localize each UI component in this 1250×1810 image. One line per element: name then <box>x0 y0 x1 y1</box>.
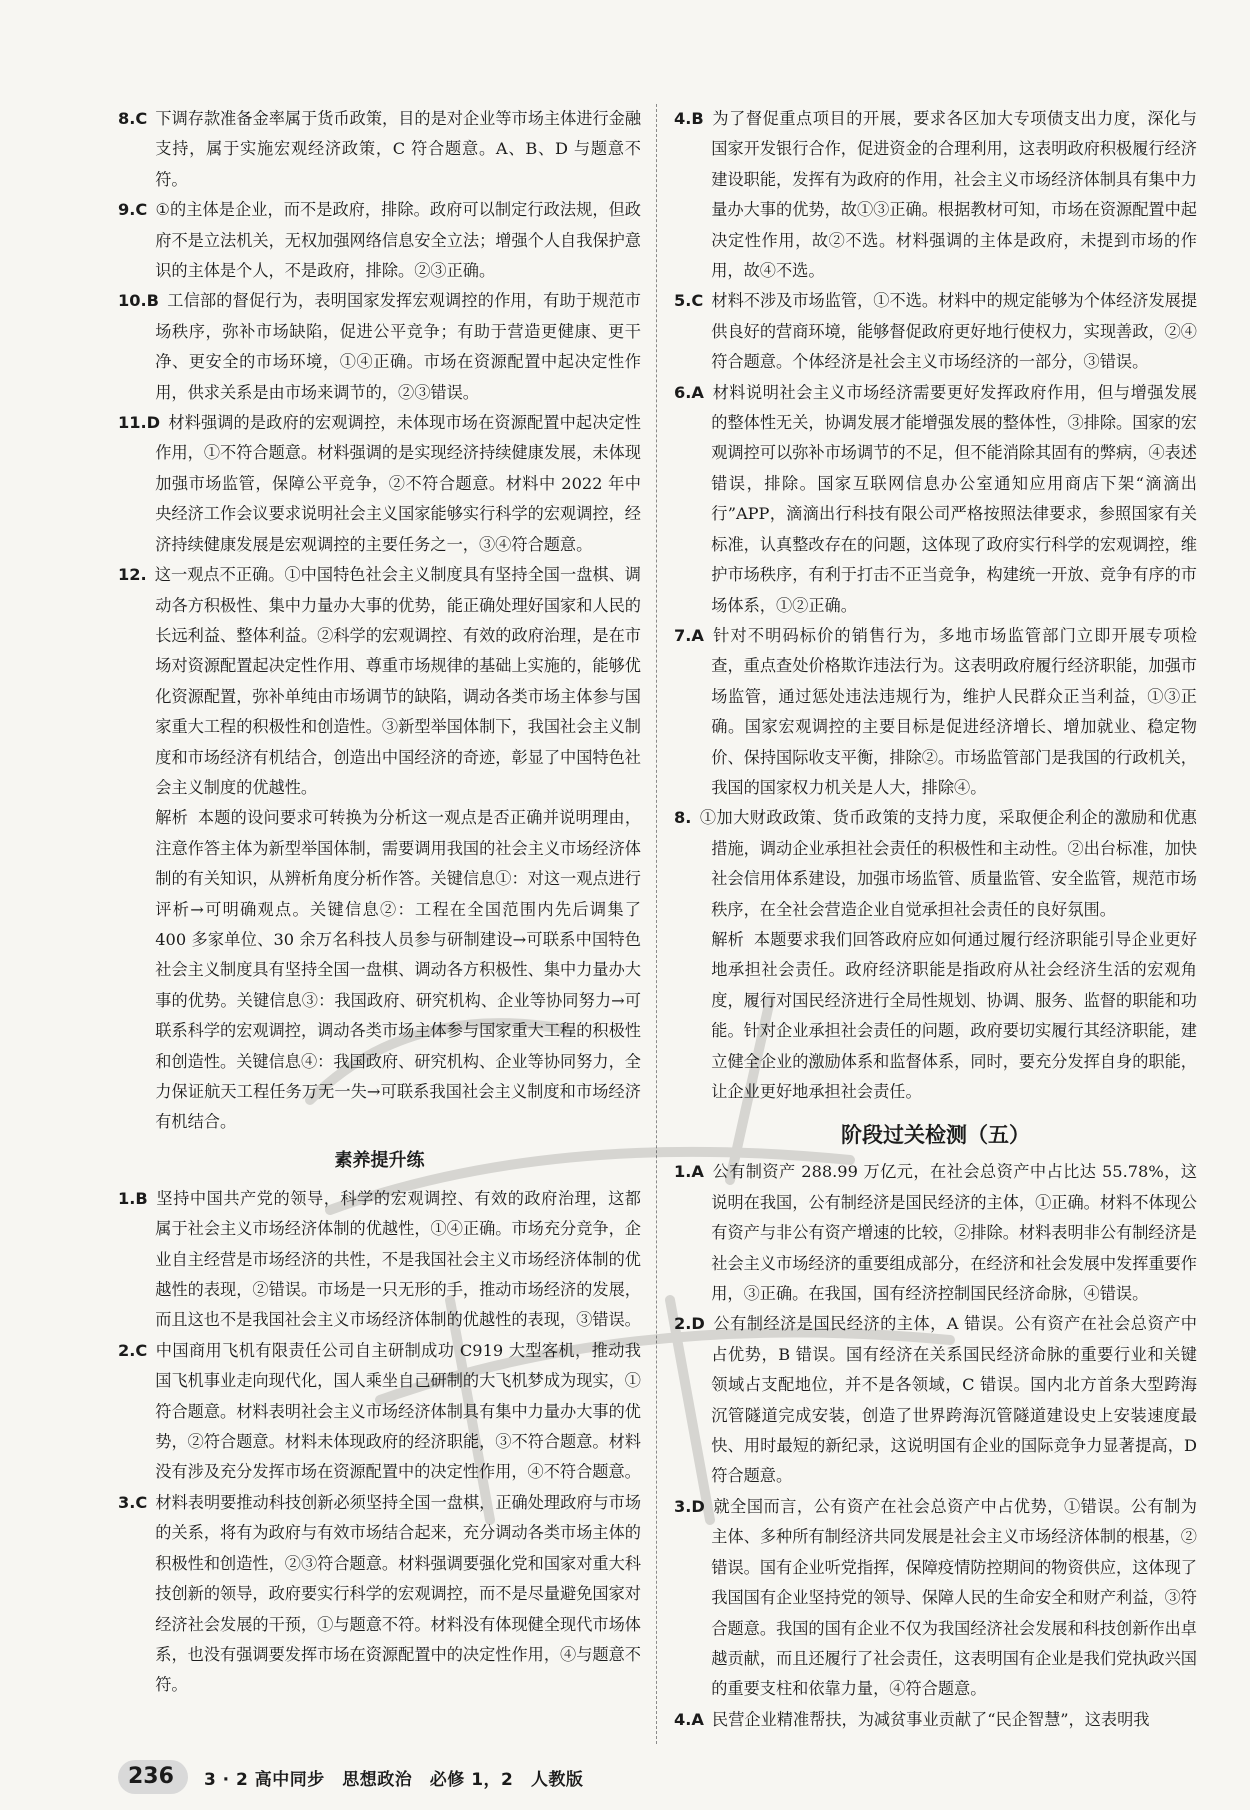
answer-number: 7.A <box>674 625 704 645</box>
answer-text: ①加大财政政策、货币政策的支持力度，采取便企利企的激励和优惠措施，调动企业承担社会责任的积极性和主动性。②出台标准，加快社会信用体系建设，加强市场监管、质量监管、安全监管，规范市场秩序，在全社会营造企业自觉承担社会责任的良好氛围。 <box>699 808 1197 919</box>
answer-number: 4.B <box>674 109 704 128</box>
answer-text: 材料不涉及市场监管，①不选。材料中的规定能够为个体经济发展提供良好的营商环境，能够督促政府更好地行使权力，实现善政，②④符合题意。个体经济是社会主义市场经济的一部分，③错误。 <box>711 291 1198 372</box>
analysis-text: 本题的设问要求可转换为分析这一观点是否正确并说明理由，注意作答主体为新型举国体制，需要调用我国的社会主义市场经济体制的有关知识，从辨析角度分析作答。关键信息①：对这一观点进行评析→可明确观点。关键信息②：工程在全国范围内先后调集了 400 多家单位、30 余万名科技人员参与研制建设→可联系中国特色社会主义制度具有坚持全国一盘棋、调动各方积极性、集中力量办大事的优势。关键信息③：我国政府、研究机构、企业等协同努力→可联系科学的宏观调控，调动各类市场主体参与国家重大工程的积极性和创造性。关键信息④：我国政府、研究机构、企业等协同努力，全力保证航天工程任务万无一失→可联系我国社会主义制度和市场经济有机结合。 <box>155 808 642 1132</box>
answer-text: 下调存款准备金率属于货币政策，目的是对企业等市场主体进行金融支持，属于实施宏观经济政策，C 符合题意。A、B、D 与题意不符。 <box>155 109 642 189</box>
answer-number: 11.D <box>118 413 161 433</box>
answer-number: 3.C <box>118 1492 148 1512</box>
answer-text: ①的主体是企业，而不是政府，排除。政府可以制定行政法规，但政府不是立法机关，无权加强网络信息安全立法；增强个人自我保护意识的主体是个人，不是政府，排除。②③正确。 <box>155 200 641 281</box>
answer-item <box>674 286 1197 377</box>
analysis-label: 解析 <box>711 929 745 949</box>
book-title: 3 · 2 高中同步 思想政治 必修 1，2 人教版 <box>203 1769 584 1790</box>
answer-number: 4.A <box>674 1709 704 1729</box>
answer-number: 2.D <box>674 1314 705 1334</box>
answer-number: 2.C <box>118 1340 148 1360</box>
answer-number: 1.B <box>118 1188 148 1208</box>
answer-item <box>674 378 1197 621</box>
answer-number: 10.B <box>118 291 160 311</box>
column-divider <box>656 104 657 1744</box>
answer-number: 12. <box>118 565 147 585</box>
answer-item <box>674 1492 1197 1705</box>
section-title-stage-test: 阶段过关检测（五） <box>841 1123 1030 1148</box>
answer-number: 1.A <box>674 1162 704 1182</box>
answer-text: 坚持中国共产党的领导，科学的宏观调控、有效的政府治理，这都属于社会主义市场经济体制的优越性，①④正确。市场充分竞争，企业自主经营是市场经济的共性，不是我国社会主义市场经济体制的优越性的表现，②错误。市场是一只无形的手，推动市场经济的发展，而且这也不是我国社会主义市场经济体制的优越性的表现，③错误。 <box>155 1188 641 1330</box>
answer-number: 8.C <box>118 109 148 128</box>
answer-item <box>674 621 1197 803</box>
answer-item <box>118 286 641 408</box>
answer-text: 就全国而言，公有资产在社会总资产中占优势，①错误。公有制为主体、多种所有制经济共同发展是社会主义市场经济体制的根基，②错误。国有企业听党指挥，保障疫情防控期间的物资供应，这体现了我国国有企业坚持党的领导、保障人民的生命安全和财产利益，③符合题意。我国的国有企业不仅为我国经济社会发展和科技创新作出卓越贡献，而且还履行了社会责任，这表明国有企业是我们党执政兴国的重要支柱和依靠力量，④符合题意。 <box>711 1496 1197 1699</box>
answer-text: 公有制经济是国民经济的主体，A 错误。公有资产在社会总资产中占优势，B 错误。国有经济在关系国民经济命脉的重要行业和关键领域占支配地位，并不是各领域，C 错误。国内北方首条大型跨海沉管隧道完成安装，创造了世界跨海沉管隧道建设史上安装速度最快、用时最短的新纪录，这说明国有企业的国际竞争力显著提高，D 符合题意。 <box>711 1314 1197 1486</box>
analysis-block <box>118 803 641 1137</box>
answer-item <box>674 1157 1197 1309</box>
answer-item <box>118 408 641 560</box>
section-title-practice: 素养提升练 <box>334 1149 425 1171</box>
answer-text: 中国商用飞机有限责任公司自主研制成功 C919 大型客机，推动我国飞机事业走向现代化，国人乘坐自己研制的大飞机梦成为现实，①符合题意。材料表明社会主义市场经济体制具有集中力量办大事的优势，②符合题意。材料未体现政府的经济职能，③不符合题意。材料没有涉及充分发挥市场在资源配置中的决定性作用，④不符合题意。 <box>155 1340 641 1482</box>
answer-item <box>118 1184 641 1336</box>
answer-number: 8. <box>674 808 692 828</box>
answer-text: 工信部的督促行为，表明国家发挥宏观调控的作用，有助于规范市场秩序，弥补市场缺陷，促进公平竞争；有助于营造更健康、更干净、更安全的市场环境，①④正确。市场在资源配置中起决定性作用，供求关系是由市场来调节的，②③错误。 <box>155 291 641 402</box>
page-footer <box>118 1760 583 1794</box>
analysis-text: 本题要求我们回答政府应如何通过履行经济职能引导企业更好地承担社会责任。政府经济职能是指政府从社会经济生活的宏观角度，履行对国民经济进行全局性规划、协调、服务、监督的职能和功能。针对企业承担社会责任的问题，政府要切实履行其经济职能，建立健全企业的激励体系和监督体系，同时，要充分发挥自身的职能，让企业更好地承担社会责任。 <box>711 929 1198 1101</box>
analysis-block <box>674 925 1197 1107</box>
answer-text: 材料强调的是政府的宏观调控，未体现市场在资源配置中起决定性作用，①不符合题意。材料强调的是实现经济持续健康发展，未体现加强市场监管，保障公平竞争，②不符合题意。材料中 2022 年中央经济工作会议要求说明社会主义国家能够实行科学的宏观调控，经济持续健康发展是宏观调控的主要任务之一，③④符合题意。 <box>155 413 641 554</box>
answer-item <box>674 104 1197 286</box>
answer-item <box>118 104 641 195</box>
answer-text: 材料表明要推动科技创新必须坚持全国一盘棋，正确处理政府与市场的关系，将有为政府与有效市场结合起来，充分调动各类市场主体的积极性和创造性，②③符合题意。材料强调要强化党和国家对重大科技创新的领导，政府要实行科学的宏观调控，而不是尽量避免国家对经济社会发展的干预，①与题意不符。材料没有体现健全现代市场体系，也没有强调要发挥市场在资源配置中的决定性作用，④与题意不符。 <box>155 1492 642 1695</box>
answer-number: 3.D <box>674 1496 705 1516</box>
answer-text: 民营企业精准帮扶，为减贫事业贡献了“民企智慧”，这表明我 <box>712 1709 1150 1729</box>
answer-item <box>118 1336 641 1488</box>
answer-text: 材料说明社会主义市场经济需要更好发挥政府作用，但与增强发展的整体性无关，协调发展才能增强发展的整体性，③排除。国家的宏观调控可以弥补市场调节的不足，但不能消除其固有的弊病，④表述错误，排除。国家互联网信息办公室通知应用商店下架“滴滴出行”APP，滴滴出行科技有限公司严格按照法律要求，参照国家有关标准，认真整改存在的问题，这体现了政府实行科学的宏观调控，维护市场秩序，有利于打击不正当竞争，构建统一开放、竞争有序的市场体系，①②正确。 <box>711 382 1197 615</box>
answer-item <box>674 1705 1197 1735</box>
analysis-label: 解析 <box>155 808 189 828</box>
answer-item <box>118 1488 641 1701</box>
answer-number: 6.A <box>674 382 704 402</box>
right-column <box>674 104 1197 1735</box>
answer-number: 5.C <box>674 291 704 311</box>
answer-text: 为了督促重点项目的开展，要求各区加大专项债支出力度，深化与国家开发银行合作，促进资金的合理利用，这表明政府积极履行经济建设职能，发挥有为政府的作用，社会主义市场经济体制具有集中力量办大事的优势，故①③正确。根据教材可知，市场在资源配置中起决定性作用，故②不选。材料强调的主体是政府，未提到市场的作用，故④不选。 <box>711 109 1197 281</box>
answer-item <box>118 560 641 803</box>
answer-text: 针对不明码标价的销售行为，多地市场监管部门立即开展专项检查，重点查处价格欺诈违法行为。这表明政府履行经济职能，加强市场监管，通过惩处违法违规行为，维护人民群众正当利益，①③正确。国家宏观调控的主要目标是促进经济增长、增加就业、稳定物价、保持国际收支平衡，排除②。市场监管部门是我国的行政机关，我国的国家权力机关是人大，排除④。 <box>711 625 1197 797</box>
answer-text: 这一观点不正确。①中国特色社会主义制度具有坚持全国一盘棋、调动各方积极性、集中力量办大事的优势，能正确处理好国家和人民的长远利益、整体利益。②科学的宏观调控、有效的政府治理，是在市场对资源配置起决定性作用、尊重市场规律的基础上实施的，能够优化资源配置，弥补单纯由市场调节的缺陷，调动各类市场主体参与国家重大工程的积极性和创造性。③新型举国体制下，我国社会主义制度和市场经济有机结合，创造出中国经济的奇迹，彰显了中国特色社会主义制度的优越性。 <box>154 565 641 797</box>
answer-item <box>674 803 1197 925</box>
page-number: 236 <box>118 1760 188 1794</box>
answer-number: 9.C <box>118 200 148 220</box>
left-column <box>118 104 641 1701</box>
answer-text: 公有制资产 288.99 万亿元，在社会总资产中占比达 55.78%，这说明在我国，公有制经济是国民经济的主体，①正确。材料不体现公有资产与非公有资产增速的比较，②排除。材料表明非公有制经济是社会主义市场经济的重要组成部分，在经济和社会发展中发挥重要作用，③正确。在我国，国有经济控制国民经济命脉，④错误。 <box>711 1162 1197 1304</box>
answer-item <box>118 195 641 286</box>
answer-item <box>674 1309 1197 1491</box>
